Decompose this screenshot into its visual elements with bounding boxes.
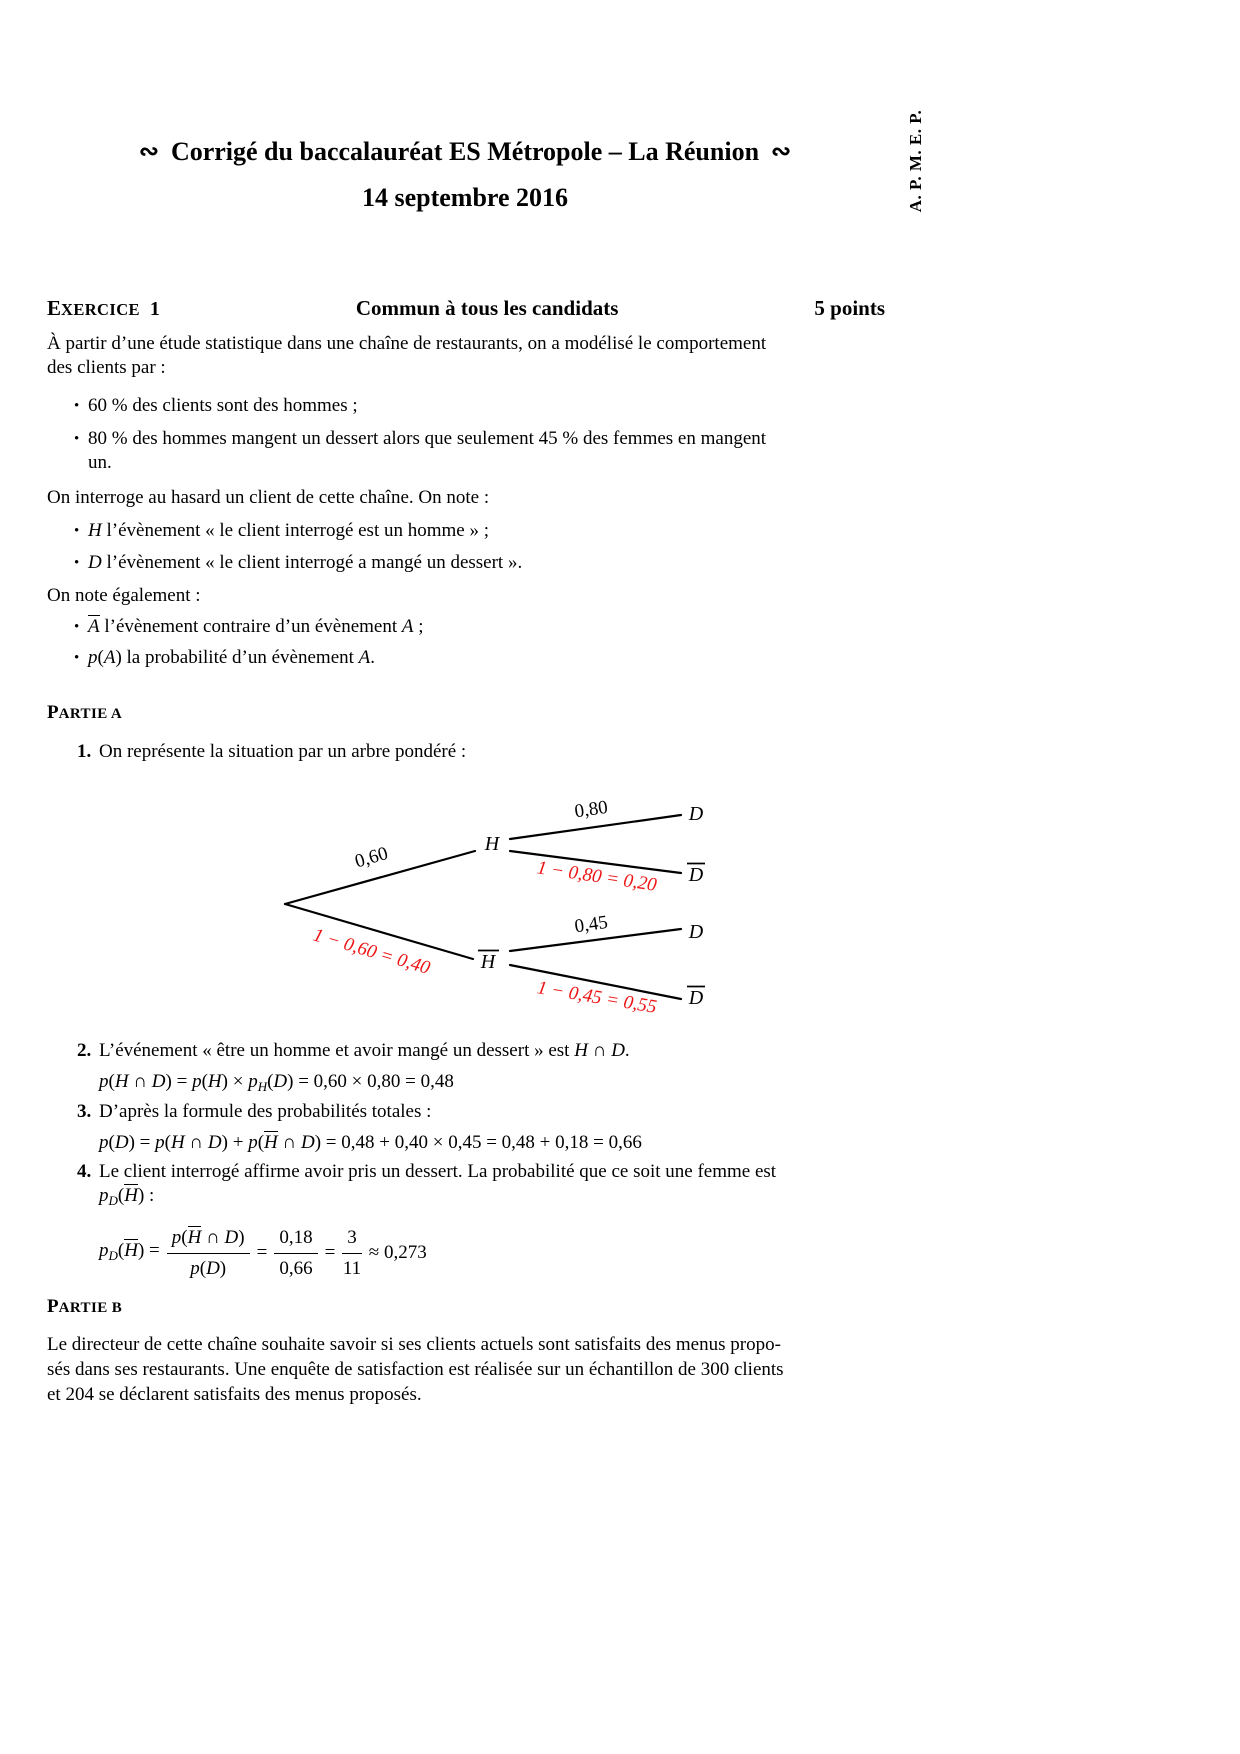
node-Hbar: H [480, 951, 496, 973]
bullet-icon: • [74, 650, 80, 666]
node-H: H [484, 833, 500, 855]
bullet-icon: • [74, 431, 80, 447]
partie-b-paragraph [47, 1332, 887, 1407]
node-D-2: D [688, 921, 704, 943]
title-text: Corrigé du baccalauréat ES Métropole – La Réunion [170, 137, 760, 166]
node-Dbar-1: D [688, 864, 704, 886]
heading-cap: P [47, 1296, 59, 1317]
fraction [342, 1226, 362, 1281]
branch-label-0-20-red: 1 − 0,80 = 0,20 [535, 857, 659, 896]
list-item-text: un. [88, 452, 112, 473]
list-item [74, 519, 888, 543]
numerator: 3 [342, 1226, 362, 1254]
paragraph-line: des clients par : [47, 357, 166, 378]
item-text: D’après la formule des probabilités totales : [99, 1101, 432, 1122]
formula: p(D) = p(H ∩ D) + p(H ∩ D) = 0,48 + 0,40 × 0,45 = 0,48 + 0,18 = 0,66 [99, 1132, 642, 1153]
item-number: 4. [77, 1161, 92, 1182]
item-text-math: $p_D(H)$ : [99, 1185, 155, 1208]
document-subtitle: 14 septembre 2016 [361, 183, 569, 212]
numbered-item-3 [77, 1100, 889, 1155]
item-text: L’événement « être un homme et avoir mangé un dessert » est H ∩ D. [99, 1040, 630, 1061]
paragraph-line: sés dans ses restaurants. Une enquête de satisfaction est réalisée sur un échantillon de 300 clients [47, 1359, 784, 1380]
list-item [74, 394, 888, 418]
section-heading-partie-a [47, 702, 122, 724]
branch-label-0-80: 0,80 [573, 796, 610, 823]
equals-sign: = [324, 1242, 336, 1263]
document-title [47, 136, 883, 169]
numbered-item-4 [77, 1160, 889, 1284]
list-item [74, 427, 888, 475]
bullet-icon: • [74, 523, 80, 539]
display-formula [99, 1222, 889, 1284]
branch-label-0-45: 0,45 [573, 911, 610, 938]
item-number: 2. [77, 1040, 92, 1061]
numbered-item-1 [77, 740, 889, 764]
numerator: p(H ∩ D) [167, 1226, 250, 1254]
branch-label-0-40-red: 1 − 0,60 = 0,40 [310, 924, 433, 979]
heading-smallcaps: ARTIE B [58, 1300, 123, 1316]
formula-lhs: $p_D(H)$ = [99, 1239, 160, 1263]
ornament-right-icon: ∾ [771, 139, 792, 165]
list-item-text: D l’évènement « le client interrogé a mangé un dessert ». [88, 552, 523, 573]
list-item-text: H l’évènement « le client interrogé est un homme » ; [88, 520, 489, 541]
formula-result: ≈ 0,273 [368, 1242, 427, 1263]
heading-cap: P [47, 702, 59, 723]
list-item-text: 80 % des hommes mangent un dessert alors que seulement 45 % des femmes en mangent [88, 428, 767, 449]
exercise-word-cap: E [47, 296, 62, 320]
item-text: On représente la situation par un arbre pondéré : [99, 741, 467, 762]
paragraph: On note également : [47, 585, 201, 606]
paragraph: On interroge au hasard un client de cette chaîne. On note : [47, 487, 490, 508]
exercise-points: 5 points [814, 296, 885, 320]
paragraph-line: et 204 se déclarent satisfaits des menus proposés. [47, 1384, 422, 1405]
exercise-word-smallcaps: XERCICE [61, 300, 140, 319]
list-item-text: p(A) la probabilité d’un évènement A. [88, 647, 376, 668]
node-D-1: D [688, 803, 704, 825]
bullet-icon: • [74, 398, 80, 414]
heading-smallcaps: ARTIE A [58, 706, 123, 722]
item-number: 1. [77, 741, 92, 762]
bullet-icon: • [74, 619, 80, 635]
fraction [274, 1226, 317, 1281]
list-item [74, 646, 888, 670]
paragraph-line: Le directeur de cette chaîne souhaite savoir si ses clients actuels sont satisfaits des menus propo- [47, 1334, 781, 1355]
list-item [74, 551, 888, 575]
apmep-side-label: A. P. M. E. P. [906, 109, 925, 213]
exercise-header [47, 296, 885, 321]
paragraph-line: À partir d’une étude statistique dans une chaîne de restaurants, on a modélisé le comportement [47, 333, 767, 354]
bullet-icon: • [74, 555, 80, 571]
exercise-number [47, 296, 160, 321]
ornament-left-icon: ∾ [138, 139, 159, 165]
branch-label-0-60: 0,60 [352, 843, 391, 873]
section-heading-partie-b [47, 1296, 122, 1318]
fraction [167, 1226, 250, 1281]
equals-sign: = [256, 1242, 268, 1263]
list-item [74, 615, 888, 639]
numerator: 0,18 [274, 1226, 317, 1254]
item-number: 3. [77, 1101, 92, 1122]
exercise-index: 1 [149, 298, 160, 320]
denominator: 0,66 [279, 1257, 313, 1279]
list-item-text: 60 % des clients sont des hommes ; [88, 395, 358, 416]
exercise-subtitle: Commun à tous les candidats [355, 296, 619, 320]
numbered-item-2 [77, 1039, 889, 1099]
item-text: Le client interrogé affirme avoir pris un dessert. La probabilité que ce soit une femme est [99, 1161, 777, 1182]
formula: p(H ∩ $D) = p(H) \times p_H(D) = 0,60 \times 0,80 = 0,48$ [99, 1071, 454, 1094]
intro-paragraph [47, 332, 887, 380]
branch-label-0-55-red: 1 − 0,45 = 0,55 [535, 977, 659, 1018]
denominator: p(D) [190, 1257, 227, 1279]
probability-tree-diagram [230, 778, 730, 1030]
denominator: 11 [342, 1257, 362, 1279]
list-item-text: A l’évènement contraire d’un évènement A ; [88, 616, 424, 637]
node-Dbar-2: D [688, 987, 704, 1009]
